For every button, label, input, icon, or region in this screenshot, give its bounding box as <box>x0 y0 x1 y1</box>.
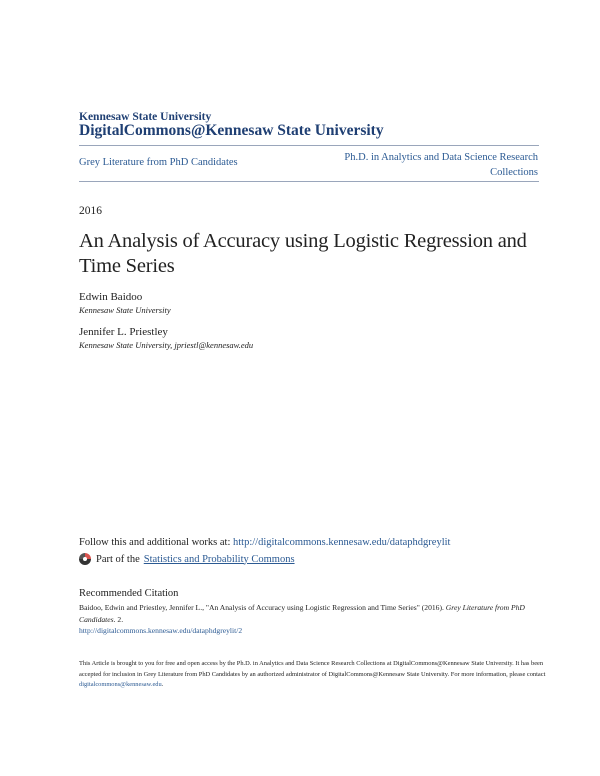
collection-link-grey-literature[interactable]: Grey Literature from PhD Candidates <box>79 157 238 168</box>
bepress-commons-icon <box>79 553 91 565</box>
follow-label: Follow this and additional works at: <box>79 537 231 548</box>
author-name: Jennifer L. Priestley <box>79 326 168 338</box>
collection-link-research-collections[interactable] <box>288 150 538 180</box>
author-affiliation: Kennesaw State University <box>79 305 171 315</box>
citation-tail: . 2. <box>113 614 124 624</box>
top-divider <box>79 145 539 146</box>
citation-series: Grey Literature from PhD Candidates <box>79 603 525 624</box>
collection-right-line1: Ph.D. in Analytics and Data Science Research <box>344 152 538 163</box>
part-of-line <box>79 553 295 565</box>
access-notice-text: This Article is brought to you for free and open access by the Ph.D. in Analytics and Data Science Research Collections at DigitalCommons@Kennesaw State University. It has been accepted for inclusion in Grey Literature from PhD Candidates by an authorized administrator of DigitalCommons@Kennesaw State University. For more information, please contact <box>79 660 546 678</box>
access-notice <box>79 659 549 691</box>
bottom-divider <box>79 181 539 182</box>
statistics-commons-link[interactable]: Statistics and Probability Commons <box>143 553 295 565</box>
follow-line <box>79 537 450 548</box>
contact-email-link[interactable]: digitalcommons@kennesaw.edu <box>79 681 162 688</box>
institution-name: Kennesaw State University <box>79 111 212 123</box>
access-notice-end: . <box>161 681 164 688</box>
author-name: Edwin Baidoo <box>79 291 143 303</box>
citation-body: Baidoo, Edwin and Priestley, Jennifer L., "An Analysis of Accuracy using Logistic Regression and Time Series" (2016). <box>79 603 444 612</box>
citation-url-link[interactable]: http://digitalcommons.kennesaw.edu/dataphdgreylit/2 <box>79 626 243 635</box>
part-of-label: Part of the <box>96 553 140 565</box>
repository-title[interactable]: DigitalCommons@Kennesaw State University <box>79 122 384 139</box>
citation-text <box>79 602 549 637</box>
collection-right-line2: Collections <box>490 167 538 178</box>
collection-url-link[interactable]: http://digitalcommons.kennesaw.edu/dataphdgreylit <box>233 537 451 548</box>
article-title: An Analysis of Accuracy using Logistic Regression and Time Series <box>79 230 527 277</box>
author-affiliation: Kennesaw State University, jpriestl@kennesaw.edu <box>79 340 254 350</box>
recommended-citation-heading: Recommended Citation <box>79 588 179 599</box>
publication-year: 2016 <box>79 205 102 217</box>
